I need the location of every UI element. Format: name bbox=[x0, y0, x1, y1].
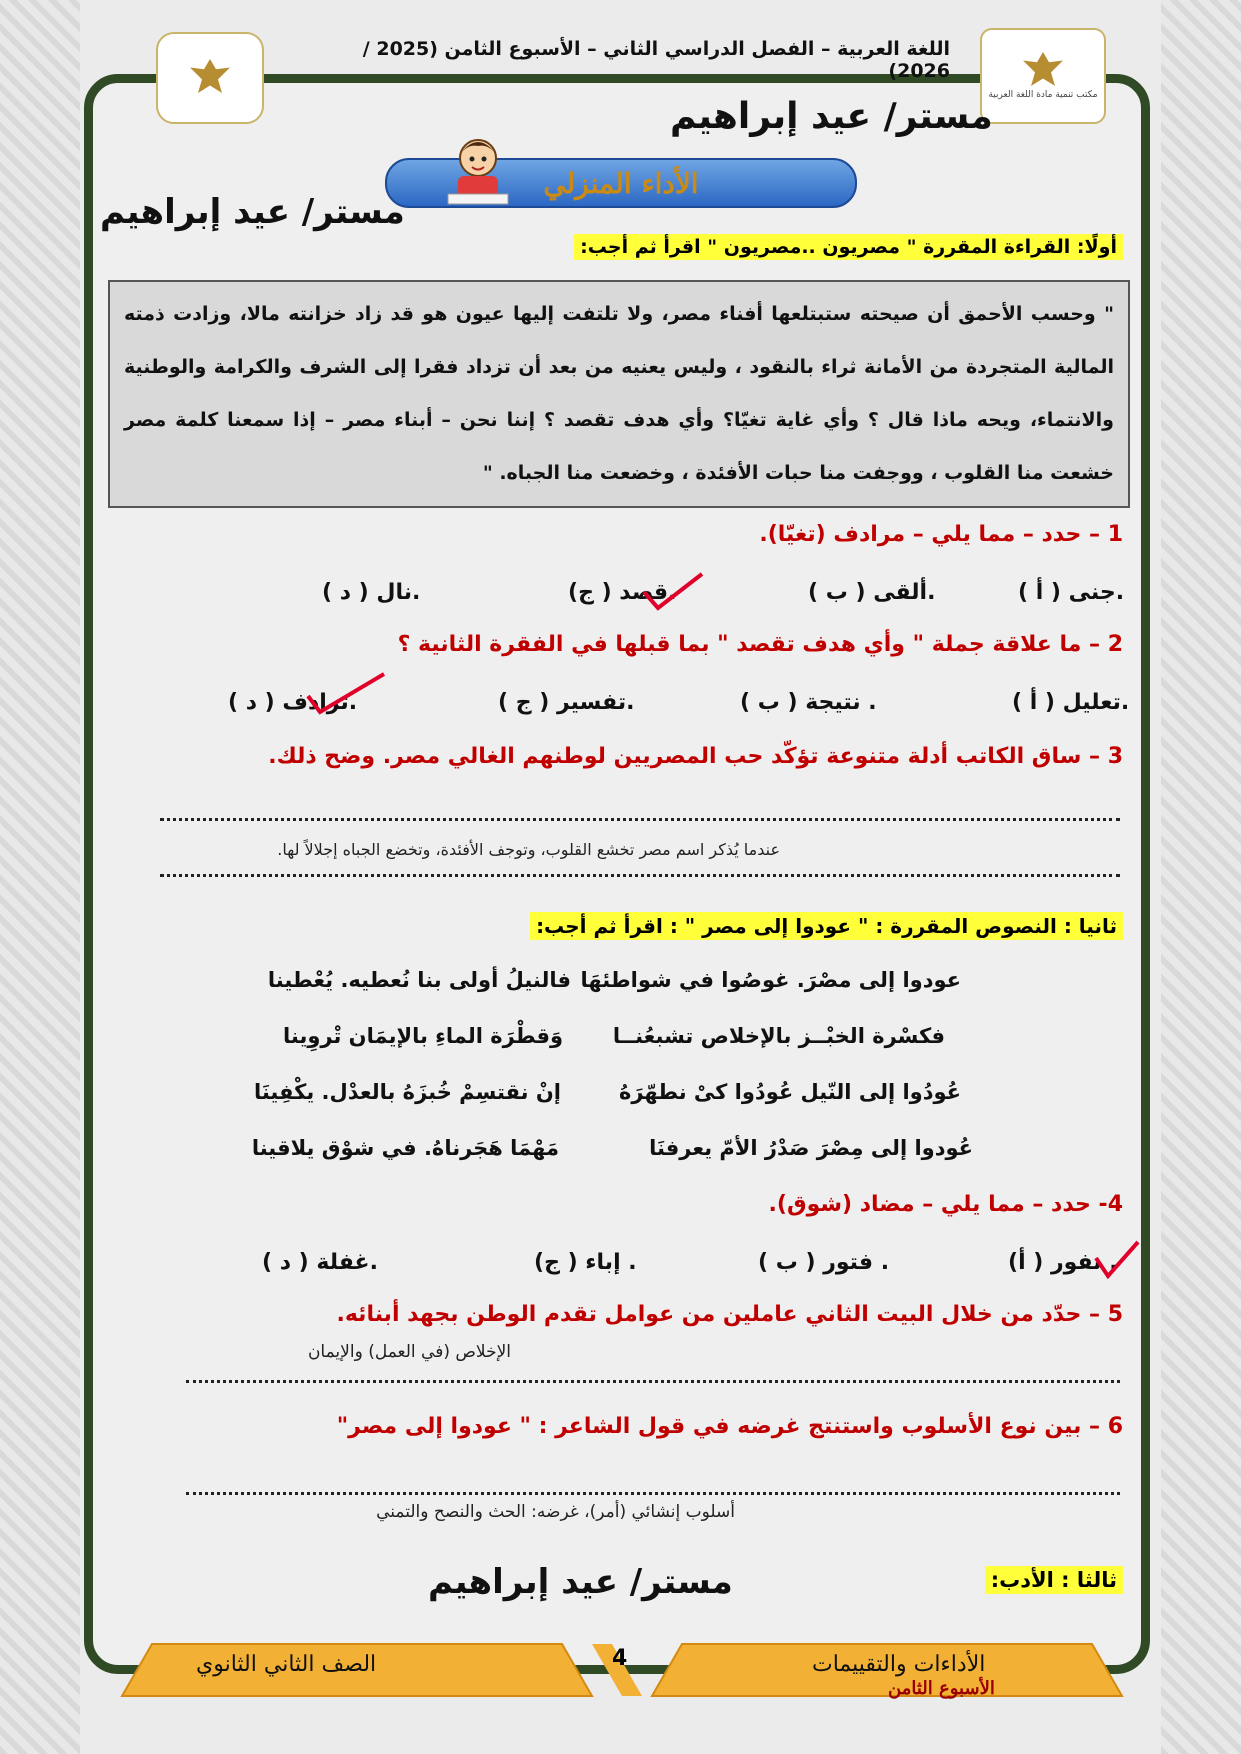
ministry-logo bbox=[156, 32, 264, 124]
section-1-title: أولًا: القراءة المقررة " مصريون ..مصريون " اقرأ ثم أجب: bbox=[574, 234, 1123, 260]
section-3-title: ثالثا : الأدب: bbox=[985, 1566, 1123, 1594]
verse-1-first-hemistich: عودوا إلى مصْرَ. غوصُوا في شواطئهَا bbox=[580, 968, 961, 992]
q3-answer: عندما يُذكر اسم مصر تخشع القلوب، وتوجف الأفئدة، وتخضع الجباه إجلالاً لها. bbox=[277, 840, 780, 859]
banner-label: الأداء المنزلي bbox=[543, 166, 699, 200]
decorative-border-left bbox=[0, 0, 80, 1754]
q1-option-b: ( ب ) ألقى. bbox=[808, 580, 936, 605]
page-header-title: اللغة العربية – الفصل الدراسي الثاني – الأسبوع الثامن (2025 / 2026) bbox=[362, 38, 950, 82]
q6-answer: أسلوب إنشائي (أمر)، غرضه: الحث والنصح والتمني bbox=[376, 1502, 735, 1522]
q1-option-a: ( أ ) جنى. bbox=[1018, 580, 1125, 605]
author-name-left: مستر/ عيد إبراهيم bbox=[100, 192, 405, 232]
q1-option-d: ( د ) نال. bbox=[322, 580, 421, 605]
q4-option-b: ( ب ) فتور . bbox=[758, 1250, 890, 1275]
logo-caption: مكتب تنمية مادة اللغة العربية bbox=[988, 90, 1098, 100]
page-number: 4 bbox=[612, 1646, 628, 1671]
q4-option-c: (ج ) إباء . bbox=[534, 1250, 637, 1275]
q5-answer: الإخلاص (في العمل) والإيمان bbox=[307, 1342, 511, 1362]
q2-option-c: ( ج ) تفسير. bbox=[498, 690, 635, 715]
student-illustration-icon bbox=[438, 132, 518, 210]
question-4: 4- حدد – مما يلي – مضاد (شوق). bbox=[768, 1192, 1123, 1217]
check-mark-icon bbox=[1092, 1238, 1142, 1280]
reading-passage: " وحسب الأحمق أن صيحته ستبتلعها أفناء مصر، ولا تلتفت إليها عيون هو قد زاد خزانته مالا، وزادت ذمته المالية المتجردة من الأمانة ثراء بالنقود ، وليس يعنيه من بعد أن تزداد فقرا إلى الشرف والكرامة والوطنية والانتماء، ويحه ماذا قال ؟ وأي غاية تغيّا؟ وأي هدف تقصد ؟ إننا نحن – أبناء مصر – إذا سمعنا كلمة مصر خشعت منا القلوب ، ووجفت منا حبات الأفئدة ، وخضعت منا الجباه. " bbox=[108, 280, 1130, 508]
q4-option-a: (أ ) نفور . bbox=[1008, 1250, 1118, 1275]
answer-line bbox=[186, 1380, 1120, 1383]
footer-grade-label: الصف الثاني الثانوي bbox=[196, 1652, 377, 1677]
verse-4-second-hemistich: مَهْمَا هَجَرناهُ. في شوْق يلاقينا bbox=[251, 1136, 559, 1160]
question-5: 5 – حدّد من خلال البيت الثاني عاملين من عوامل تقدم الوطن بجهد أبنائه. bbox=[336, 1302, 1123, 1327]
decorative-border-right bbox=[1161, 0, 1241, 1754]
author-name-top: مستر/ عيد إبراهيم bbox=[670, 96, 993, 137]
section-2-title: ثانيا : النصوص المقررة : " عودوا إلى مصر " : اقرأ ثم أجب: bbox=[530, 912, 1123, 940]
answer-line bbox=[160, 818, 1120, 821]
eagle-emblem-icon bbox=[1023, 52, 1063, 86]
q2-option-a: ( أ ) تعليل. bbox=[1012, 690, 1130, 715]
footer-week-label: الأسبوع الثامن bbox=[888, 1678, 995, 1699]
verse-4-first-hemistich: عُودوا إلى مِصْرَ صَدْرُ الأمّ يعرفنَا bbox=[649, 1136, 973, 1160]
author-name-bottom: مستر/ عيد إبراهيم bbox=[428, 1562, 733, 1602]
q1-option-c: (ج ) قصد. bbox=[568, 580, 677, 605]
check-mark-icon bbox=[640, 570, 706, 614]
question-6: 6 – بين نوع الأسلوب واستنتج غرضه في قول الشاعر : " عودوا إلى مصر" bbox=[336, 1414, 1123, 1439]
question-1: 1 – حدد – مما يلي – مرادف (تغيّا). bbox=[759, 522, 1123, 547]
verse-1-second-hemistich: فالنيلُ أولى بنا نُعطيه. يُعْطينا bbox=[267, 968, 571, 992]
verse-3-first-hemistich: عُودُوا إلى النّيل عُودُوا كىْ نطهّرَهُ bbox=[618, 1080, 961, 1104]
verse-3-second-hemistich: إنْ نقتسِمْ خُبزَهُ بالعدْل. يكْفِينَا bbox=[253, 1080, 561, 1104]
question-3: 3 – ساق الكاتب أدلة متنوعة تؤكّد حب المصريين لوطنهم الغالي مصر. وضح ذلك. bbox=[268, 744, 1123, 769]
check-mark-icon bbox=[302, 670, 388, 718]
answer-line bbox=[160, 874, 1120, 877]
question-2: 2 – ما علاقة جملة " وأي هدف تقصد " بما قبلها في الفقرة الثانية ؟ bbox=[397, 632, 1123, 657]
q2-option-d: ( د ) ترادف. bbox=[228, 690, 358, 715]
q2-option-b: ( ب ) نتيجة . bbox=[740, 690, 877, 715]
verse-2-first-hemistich: فكسْرة الخبْــز بالإخلاص تشبعُنــا bbox=[612, 1024, 945, 1048]
q4-option-d: ( د ) غفلة. bbox=[262, 1250, 378, 1275]
answer-line bbox=[186, 1492, 1120, 1495]
footer-assessments-label: الأداءات والتقييمات bbox=[812, 1652, 986, 1677]
arabic-office-logo bbox=[980, 28, 1106, 124]
verse-2-second-hemistich: وَقطْرَة الماءِ بالإيمَان تْروِينا bbox=[283, 1024, 563, 1048]
eagle-emblem-icon bbox=[190, 59, 230, 93]
